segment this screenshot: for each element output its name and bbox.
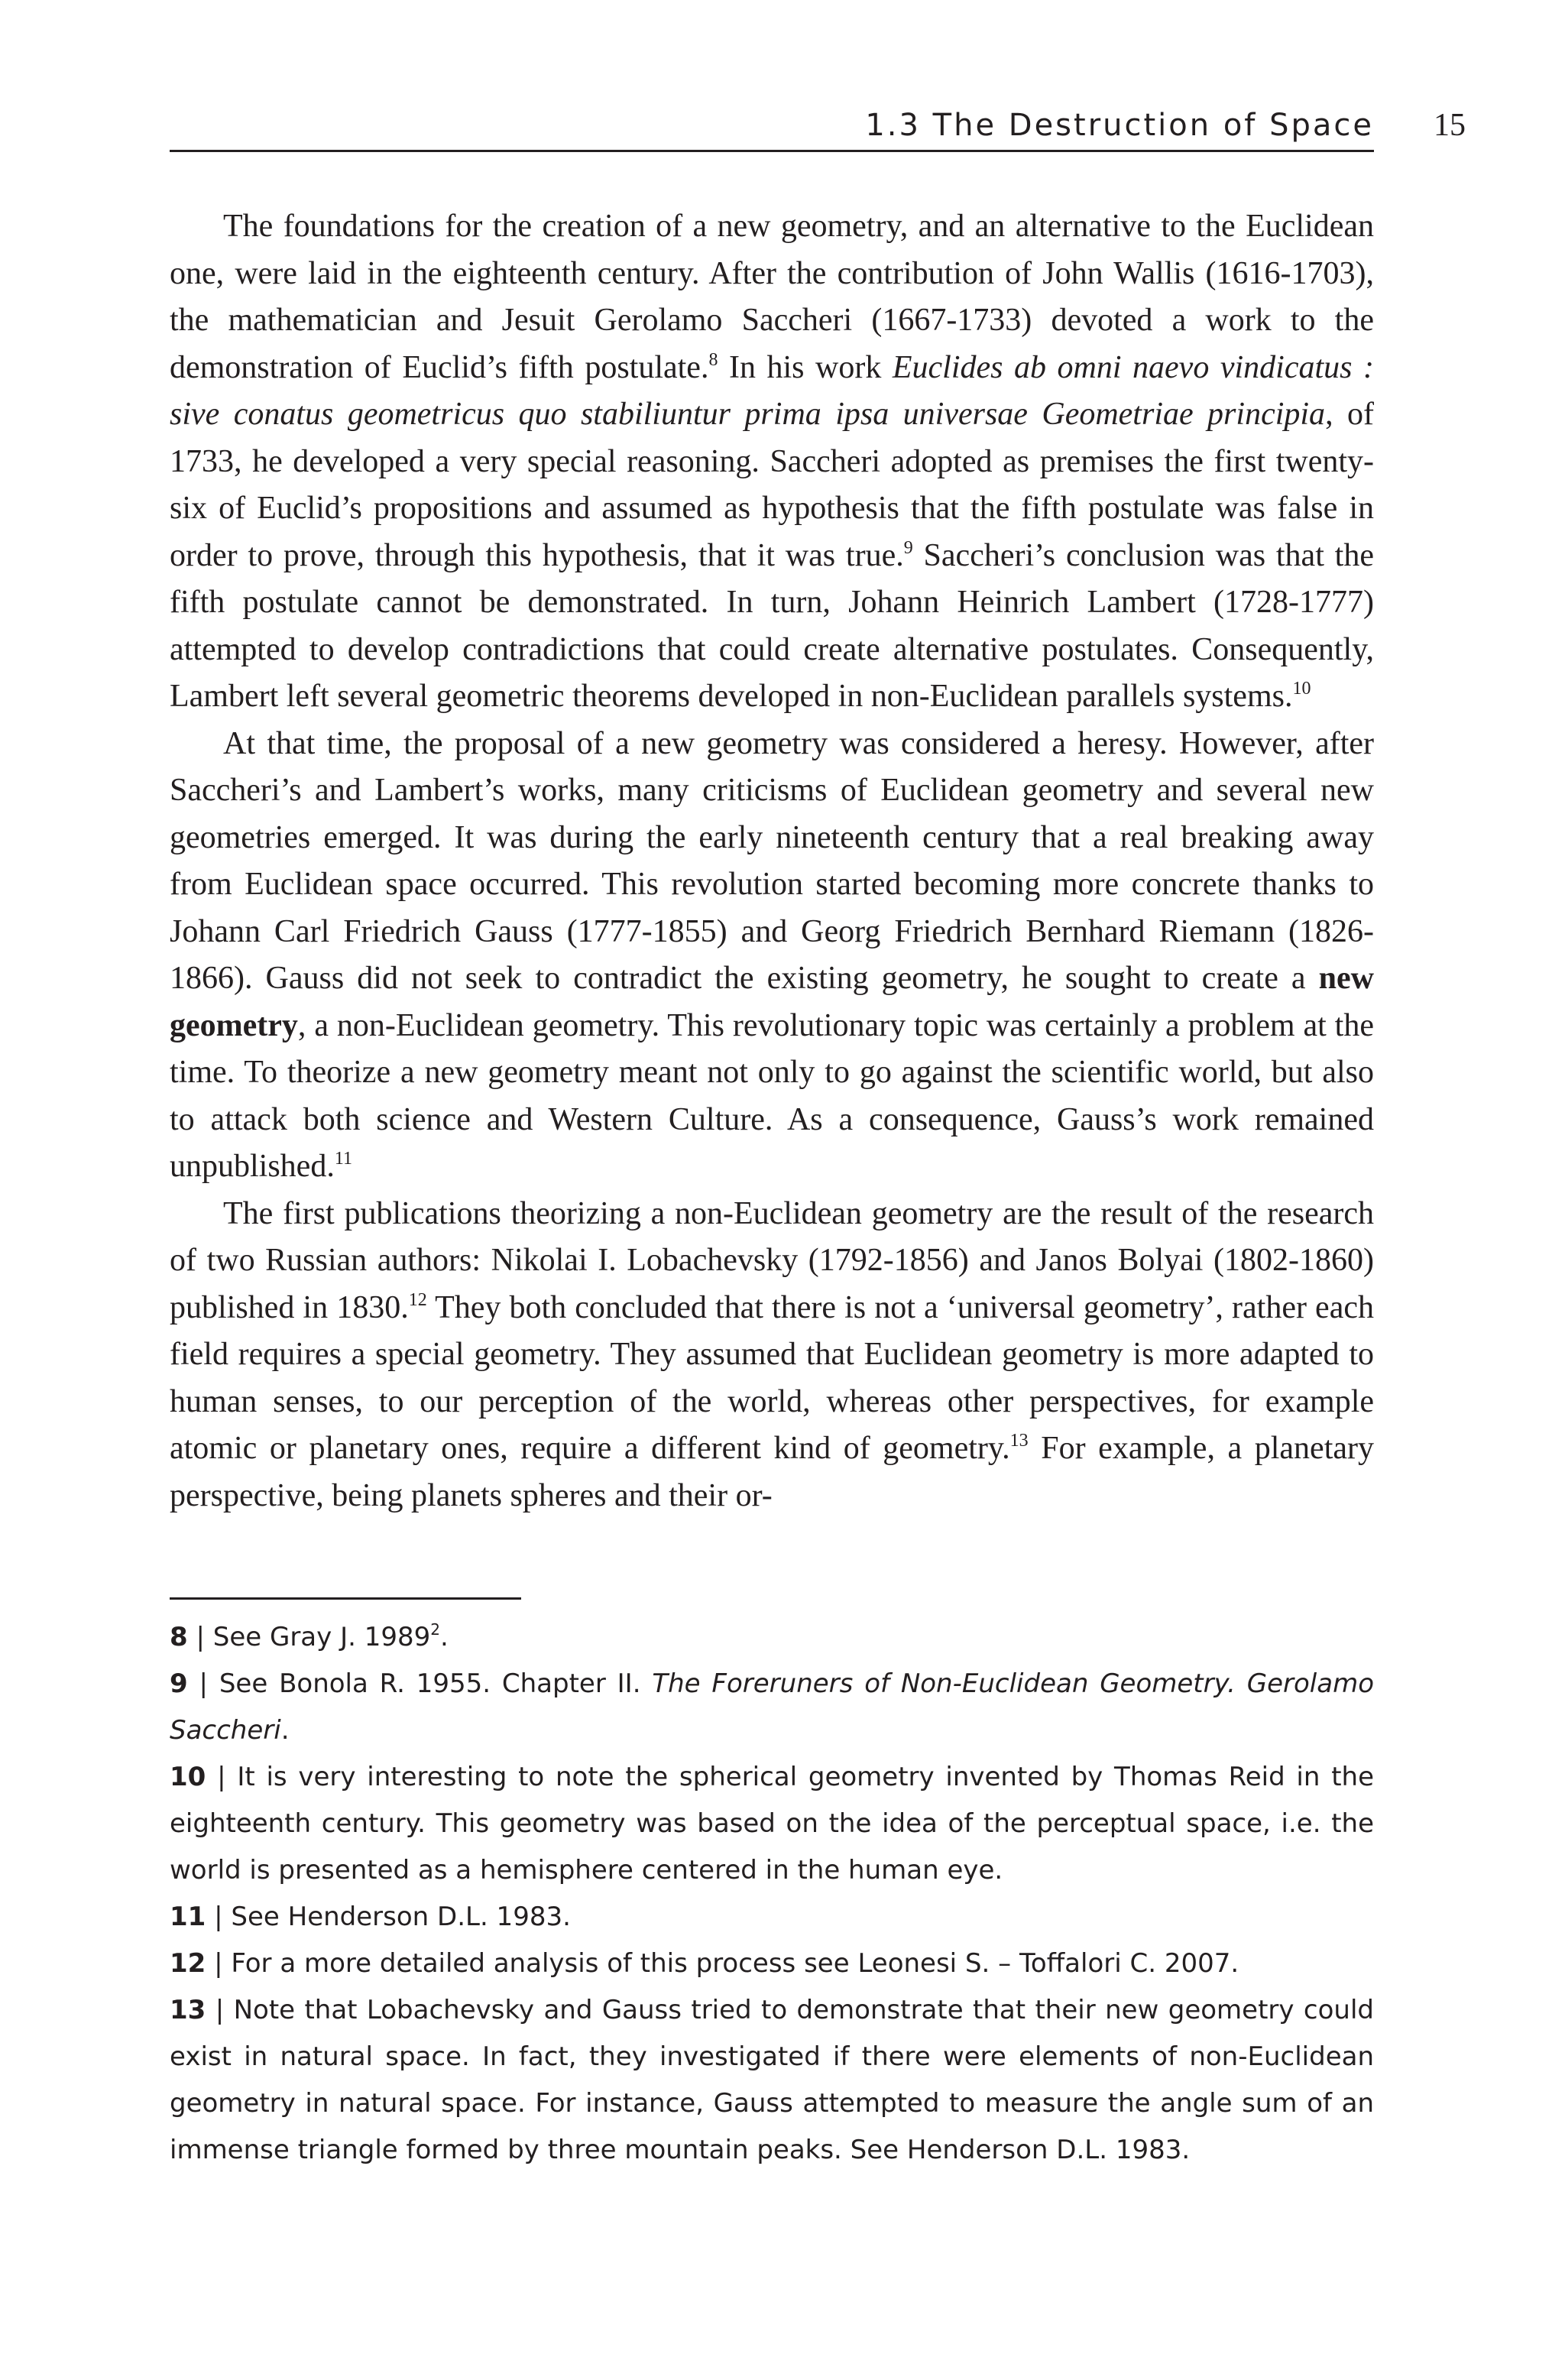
footnote-text: See Bonola R. 1955. Chapter II. <box>219 1668 653 1699</box>
footnote-separator: | <box>206 1995 234 2025</box>
footnote-separator: | <box>206 1762 238 1792</box>
text-run: For example, a planetary perspective, being planets spheres and their or- <box>170 1431 1374 1513</box>
footnote-number: 12 <box>170 1948 206 1979</box>
text-run: , of 1733, he developed a very special reasoning. Saccheri adopted as premises the first twenty-six of Euclid’s propositions and assumed as hypothesis that the fifth postulate was false in order to prove, through this hypothesis, that it was true. <box>170 397 1374 573</box>
text-run: The first publications theorizing a non-Euclidean geometry are the result of the research of two Russian authors: Nikolai I. Lobachevsky (1792-1856) and Janos Bolyai (1802-1860) published in 1830. <box>170 1195 1374 1325</box>
text-run: At that time, the proposal of a new geometry was considered a heresy. However, after Saccheri’s and Lambert’s works, many criticisms of Euclidean geometry and several new geometries emerged. It was during the early nineteenth century that a real breaking away from Euclidean space occurred. This revolution started becoming more concrete thanks to Johann Carl Friedrich Gauss (1777-1855) and Georg Friedrich Bernhard Riemann (1826-1866). Gauss did not seek to contradict the existing geometry, he sought to create a <box>170 725 1374 996</box>
footnote-separator: | <box>206 1948 232 1979</box>
page-number: 15 <box>1434 108 1466 143</box>
text-run: In his work <box>718 349 893 385</box>
footnote-separator: | <box>187 1668 219 1699</box>
superscript: 2 <box>430 1620 440 1639</box>
footnote-number: 13 <box>170 1995 206 2025</box>
footnote-ref-9: 9 <box>903 537 913 558</box>
footnote-ref-8: 8 <box>708 349 718 370</box>
paragraph-1 <box>170 203 1374 721</box>
footnote-number: 9 <box>170 1668 188 1699</box>
text-run: The foundations for the creation of a new geometry, and an alternative to the Euclidean one, were laid in the eighteenth century. After the contribution of John Wallis (1616-1703), the mathematician and Jesuit Gerolamo Saccheri (1667-1733) devoted a work to the demonstration of Euclid’s fifth postulate. <box>170 209 1374 385</box>
bold-term: new geometry <box>170 961 1374 1043</box>
running-header <box>170 101 1374 152</box>
body-text <box>170 203 1374 1519</box>
text-run: Saccheri’s conclusion was that the fifth postulate cannot be demonstrated. In turn, Johann Heinrich Lambert (1728-1777) attempted to develop contradictions that could create alternative postulates. Consequently, Lambert left several geometric theorems developed in non-Euclidean parallels systems. <box>170 537 1374 714</box>
footnote-10 <box>170 1754 1374 1894</box>
footnote-number: 10 <box>170 1762 206 1792</box>
paragraph-3 <box>170 1191 1374 1520</box>
footnote-11 <box>170 1894 1374 1941</box>
footnote-text-end: . <box>280 1715 290 1746</box>
footnote-9 <box>170 1661 1374 1754</box>
footnote-text-end: . <box>439 1622 449 1652</box>
footnote-text: Note that Lobachevsky and Gauss tried to demonstrate that their new geometry could exist in natural space. In fact, they investigated if there were elements of non-Euclidean geometry in natural space. For instance, Gauss attempted to measure the angle sum of an immense triangle formed by three mountain peaks. See Henderson D.L. 1983. <box>170 1995 1374 2165</box>
footnote-text: For a more detailed analysis of this process see Leonesi S. – Toffalori C. 2007. <box>231 1948 1239 1979</box>
footnote-ref-13: 13 <box>1009 1431 1029 1451</box>
footnote-8 <box>170 1614 1374 1661</box>
footnotes <box>170 1614 1374 2174</box>
footnote-separator: | <box>187 1622 213 1652</box>
footnote-text: See Gray J. 1989 <box>212 1622 431 1652</box>
footnote-text: See Henderson D.L. 1983. <box>231 1902 571 1932</box>
text-run: They both concluded that there is not a ‘universal geometry’, rather each field requires a special geometry. They assumed that Euclidean geometry is more adapted to human senses, to our perception of the world, whereas other perspectives, for example atomic or planetary ones, require a different kind of geometry. <box>170 1289 1374 1466</box>
footnote-ref-12: 12 <box>408 1289 427 1310</box>
footnote-number: 11 <box>170 1902 206 1932</box>
section-title: 1.3 The Destruction of Space <box>865 108 1374 143</box>
latin-title: Euclides ab omni naevo vindicatus : sive conatus geometricus quo stabiliuntur prima ipsa universae Geometriae principia <box>170 349 1374 432</box>
footnote-ref-11: 11 <box>334 1149 352 1169</box>
paragraph-2 <box>170 721 1374 1191</box>
footnote-ref-10: 10 <box>1292 679 1311 699</box>
footnote-rule <box>170 1597 521 1600</box>
footnote-italic-title: The Foreruners of Non-Euclidean Geometry. Gerolamo Saccheri <box>170 1668 1374 1746</box>
footnote-13 <box>170 1987 1374 2174</box>
footnote-12 <box>170 1941 1374 1987</box>
footnote-number: 8 <box>170 1622 188 1652</box>
footnote-separator: | <box>206 1902 232 1932</box>
text-run: , a non-Euclidean geometry. This revolutionary topic was certainly a problem at the time. To theorize a new geometry meant not only to go against the scientific world, but also to attack both science and Western Culture. As a consequence, Gauss’s work remained unpublished. <box>170 1007 1374 1184</box>
footnote-text: It is very interesting to note the spherical geometry invented by Thomas Reid in the eighteenth century. This geometry was based on the idea of the perceptual space, i.e. the world is presented as a hemisphere centered in the human eye. <box>170 1762 1374 1886</box>
